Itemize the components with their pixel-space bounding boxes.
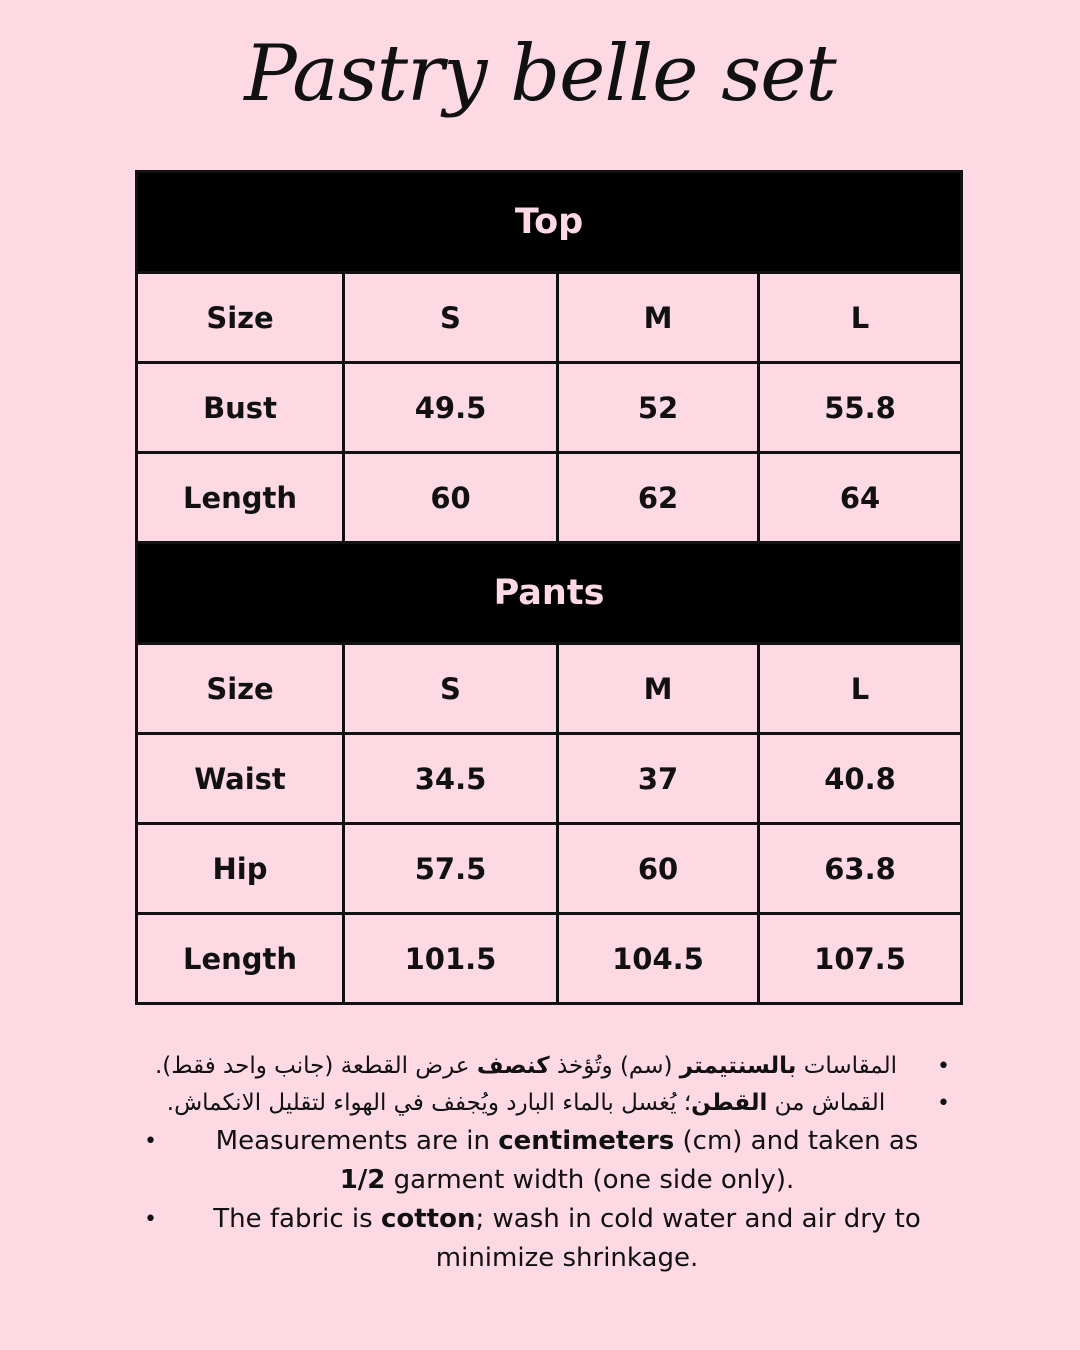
size-chart-table	[135, 170, 963, 1005]
top-section-header: Top	[137, 172, 962, 273]
note-arabic-fabric	[130, 1085, 950, 1122]
table-cell: 52	[558, 363, 759, 453]
note-bold-text: القطن	[691, 1090, 768, 1116]
table-cell: 101.5	[344, 914, 558, 1004]
table-row	[137, 273, 962, 363]
table-row	[137, 734, 962, 824]
row-label: Bust	[137, 363, 344, 453]
row-label: Hip	[137, 824, 344, 914]
row-label: Length	[137, 453, 344, 543]
table-cell: L	[759, 273, 962, 363]
table-cell: 64	[759, 453, 962, 543]
table-cell: M	[558, 644, 759, 734]
table-cell: 49.5	[344, 363, 558, 453]
table-cell: 57.5	[344, 824, 558, 914]
note-bold-text: كنصف	[476, 1053, 550, 1079]
table-cell: 62	[558, 453, 759, 543]
row-label: Size	[137, 644, 344, 734]
pants-section-header: Pants	[137, 543, 962, 644]
table-cell: 34.5	[344, 734, 558, 824]
note-text: (سم) وتُؤخذ	[549, 1053, 680, 1079]
note-text: عرض القطعة (جانب واحد فقط).	[155, 1053, 477, 1079]
table-cell: S	[344, 273, 558, 363]
note-text: (cm) and taken as	[674, 1126, 919, 1156]
table-cell: 63.8	[759, 824, 962, 914]
note-bold-text: centimeters	[498, 1126, 675, 1156]
note-bold-text: cotton	[380, 1204, 476, 1234]
care-notes	[130, 1048, 950, 1278]
bullet-icon: •	[144, 1129, 157, 1154]
bullet-icon: •	[937, 1054, 950, 1079]
table-row	[137, 453, 962, 543]
bullet-icon: •	[144, 1207, 157, 1232]
table-cell: 37	[558, 734, 759, 824]
note-text: القماش من	[767, 1090, 886, 1116]
top-section-header-row	[137, 172, 962, 273]
note-arabic-measurements	[130, 1048, 950, 1085]
table-row	[137, 363, 962, 453]
note-english-measurements	[130, 1122, 950, 1200]
note-text: المقاسات	[796, 1053, 897, 1079]
bullet-icon: •	[937, 1091, 950, 1116]
table-cell: 40.8	[759, 734, 962, 824]
row-label: Waist	[137, 734, 344, 824]
row-label: Length	[137, 914, 344, 1004]
table-row	[137, 644, 962, 734]
note-english-fabric	[130, 1200, 950, 1278]
table-cell: 107.5	[759, 914, 962, 1004]
table-cell: S	[344, 644, 558, 734]
note-text: garment width (one side only).	[385, 1165, 795, 1195]
note-text: Measurements are in	[215, 1126, 499, 1156]
note-text: ؛ يُغسل بالماء البارد ويُجفف في الهواء لتقليل الانكماش.	[166, 1090, 692, 1116]
table-cell: 60	[344, 453, 558, 543]
table-row	[137, 824, 962, 914]
table-row	[137, 914, 962, 1004]
table-cell: 60	[558, 824, 759, 914]
table-cell: M	[558, 273, 759, 363]
table-cell: 104.5	[558, 914, 759, 1004]
note-bold-text: بالسنتيمتر	[679, 1053, 797, 1079]
pants-section-header-row	[137, 543, 962, 644]
note-text: ; wash in cold water and air dry to minimize shrinkage.	[435, 1204, 921, 1273]
table-cell: 55.8	[759, 363, 962, 453]
note-bold-text: 1/2	[339, 1165, 386, 1195]
table-cell: L	[759, 644, 962, 734]
page-title: Pastry belle set	[244, 29, 836, 119]
note-text: The fabric is	[213, 1204, 381, 1234]
row-label: Size	[137, 273, 344, 363]
